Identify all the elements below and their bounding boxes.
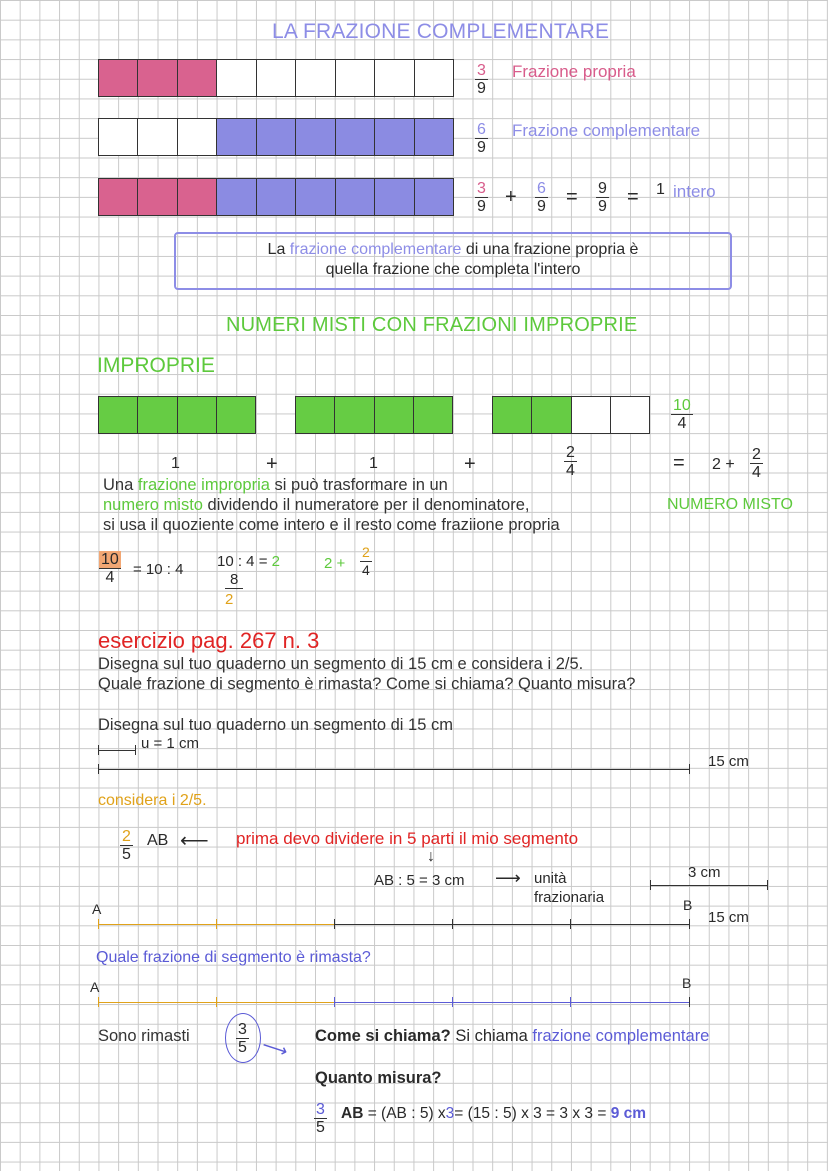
sum-one: 1 xyxy=(656,181,665,198)
mixed-one-a: 1 xyxy=(171,455,180,472)
note: prima devo dividere in 5 parti il mio segmento xyxy=(236,829,579,848)
def-post: di una frazione propria è xyxy=(465,241,639,258)
label-a2: A xyxy=(90,979,100,995)
bar-green-3 xyxy=(492,396,650,434)
calc-mix-frac: $\frac{2}{4}$ xyxy=(362,544,370,578)
unit-segment xyxy=(98,750,136,751)
calc-fraction: $\frac{10}{4}$ xyxy=(101,551,119,586)
mixed-one-b: 1 xyxy=(369,455,378,472)
mixed-two: 2 + xyxy=(712,456,735,473)
misura-q: Quanto misura? xyxy=(315,1069,442,1087)
sum-equals-1: = xyxy=(566,186,578,208)
label-frazione-propria: Frazione propria xyxy=(512,62,636,81)
exercise-q2: Quale frazione di segmento è rimasta? Come si chiama? Quanto misura? xyxy=(98,675,636,693)
def-pre: La xyxy=(267,241,286,258)
segment-3cm xyxy=(650,885,768,886)
mixed-eq: = xyxy=(673,452,685,474)
calc-eq: = 10 : 4 xyxy=(133,561,184,578)
ab-calc: AB : 5 = 3 cm xyxy=(374,872,465,889)
exercise-q1: Disegna sul tuo quaderno un segmento di 15 cm e considera i 2/5. xyxy=(98,655,584,673)
rimasti: Sono rimasti xyxy=(98,1027,190,1045)
sum-fraction-c: $\frac{9}{9}$ xyxy=(598,180,607,215)
len-15cm-b: 15 cm xyxy=(708,909,749,926)
calc-mix-int: 2 + xyxy=(324,555,346,572)
len-3cm: 3 cm xyxy=(688,864,721,881)
fraction-6-9: $\frac{6}{9}$ xyxy=(477,121,486,156)
segment-rest-blue xyxy=(334,1002,689,1003)
label-frazione-complementare: Frazione complementare xyxy=(512,121,701,140)
bar-9-9 xyxy=(98,178,454,216)
exercise-title: esercizio pag. 267 n. 3 xyxy=(98,628,320,653)
step1: Disegna sul tuo quaderno un segmento di 15 cm xyxy=(98,716,453,734)
unit-label: u = 1 cm xyxy=(141,735,199,752)
title-numeri-misti: NUMERI MISTI CON FRAZIONI IMPROPRIE xyxy=(226,314,638,336)
step2: considera i 2/5. xyxy=(98,792,207,809)
ab-label: AB xyxy=(147,832,169,849)
label-a: A xyxy=(92,901,102,917)
tag-numero-misto: NUMERO MISTO xyxy=(667,496,793,513)
def-line2: quella frazione che completa l'intero xyxy=(325,261,581,278)
mixed-result-fraction: $\frac{2}{4}$ xyxy=(752,446,761,481)
definition-box xyxy=(174,232,732,290)
misura-fraction: $\frac{3}{5}$ xyxy=(316,1101,325,1136)
sum-intero: intero xyxy=(673,182,716,201)
label-b: B xyxy=(683,897,693,913)
calc-rest: 2 xyxy=(225,591,234,608)
mixed-plus-a: + xyxy=(266,453,278,475)
label-b2: B xyxy=(682,975,692,991)
sum-fraction-a: $\frac{3}{9}$ xyxy=(477,180,486,215)
q-rest: Quale frazione di segmento è rimasta? xyxy=(96,949,371,966)
len-15cm: 15 cm xyxy=(708,753,749,770)
arrow-to-answer-icon: ⟶ xyxy=(259,1034,291,1062)
bar-6-9 xyxy=(98,118,454,156)
fraction-10-4: $\frac{10}{4}$ xyxy=(673,397,691,432)
arrow-down-icon: ↓ xyxy=(427,848,435,865)
segment-divided-black xyxy=(334,924,689,925)
misura-calc: AB = (AB : 5) x3= (15 : 5) x 3 = 3 x 3 = 9 cm xyxy=(341,1105,647,1122)
bar-green-1 xyxy=(98,396,256,434)
unit-text-2: frazionaria xyxy=(534,889,605,906)
fraction-3-9: $\frac{3}{9}$ xyxy=(477,62,486,97)
segment-15cm xyxy=(98,769,690,770)
arrow-right-icon: ⟶ xyxy=(495,868,521,888)
bar-3-9 xyxy=(98,59,454,97)
rest-fraction: $\frac{3}{5}$ xyxy=(238,1021,247,1056)
sum-plus: + xyxy=(505,186,517,208)
title-frazione-complementare: LA FRAZIONE COMPLEMENTARE xyxy=(272,20,610,43)
chiama-line: Come si chiama? Si chiama frazione complementare xyxy=(315,1027,710,1045)
sum-fraction-b: $\frac{6}{9}$ xyxy=(537,180,546,215)
sum-equals-2: = xyxy=(627,186,639,208)
calc-div: 10 : 4 = 2 xyxy=(217,553,280,570)
calc-sub: 8 xyxy=(225,571,243,589)
label-improprie: IMPROPRIE xyxy=(97,354,215,377)
def-highlight: frazione complementare xyxy=(289,241,462,258)
ab-fraction: $\frac{2}{5}$ xyxy=(122,828,131,863)
explain-line1: Una frazione impropria si può trasformare in un xyxy=(103,476,448,494)
arrow-left-icon: ⟵ xyxy=(180,830,209,852)
unit-text-1: unità xyxy=(534,870,567,887)
bar-green-2 xyxy=(295,396,453,434)
explain-line3: si usa il quoziente come intero e il resto come fraziione propria xyxy=(103,516,560,534)
mixed-fraction: $\frac{2}{4}$ xyxy=(566,444,575,479)
explain-line2: numero misto dividendo il numeratore per il denominatore, xyxy=(103,496,530,514)
mixed-plus-b: + xyxy=(464,453,476,475)
